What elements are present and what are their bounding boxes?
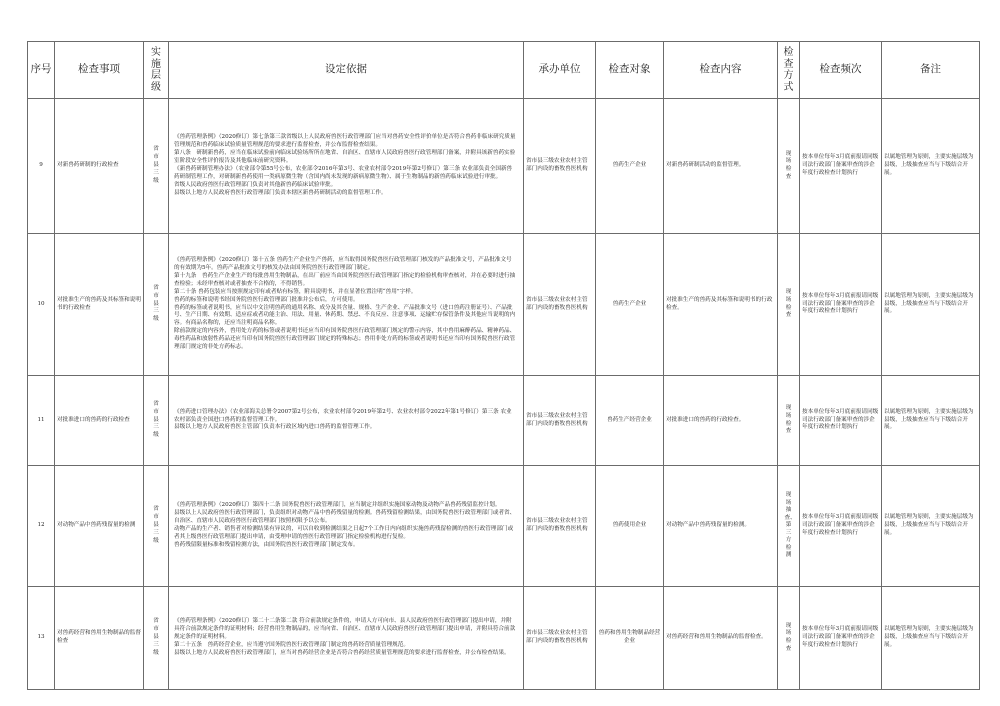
cell-text: 对批准进口的兽药的行政检查。 [666,416,745,423]
cell-seq [28,466,55,587]
basis-paragraph: 兽药残留限量标准和残留检测方法，由国务院兽医行政管理部门制定发布。 [174,541,359,548]
cell-item [55,587,144,690]
header-note: 备注 [882,42,980,99]
cell-item [55,376,144,466]
cell-target [596,234,664,376]
cell-method [778,587,800,690]
cell-target [596,587,664,690]
basis-paragraph: 第八条 研制新兽药，应当在临床试验前向临床试验场所所在地省、自治区、直辖市人民政府兽医行政管理部门备案，并附具该新兽药实验室阶段安全性评价报告及其他临床前研究资料。 [174,150,516,165]
basis-paragraph: 县级以上地方人民政府兽医行政管理部门负责本辖区新兽药研制活动的监督管理工作。 [174,189,387,196]
header-basis: 设定依据 [169,42,524,99]
cell-text: 省市县三级 [153,284,159,323]
cell-text: 省市县三级 [153,618,159,656]
header-row [28,42,980,99]
cell-text: 省市县三级农业农村主管部门内设的畜牧兽医机构 [526,518,588,532]
cell-freq [800,466,882,587]
cell-text: 对批准进口的兽药的行政检查 [57,416,130,423]
cell-text: 兽药生产企业 [612,162,647,169]
header-content: 检查内容 [664,42,778,99]
cell-note [882,587,980,690]
inspection-table-sheet [27,41,979,690]
cell-text: 省市县三级 [153,400,159,439]
basis-paragraph: 县级以上地方人民政府兽医行政管理部门，应当对兽药经营企业是否符合兽药经营质量管理规范的要求进行监督检查，并公布检查结果。 [174,649,510,656]
cell-text: 对动物产品中兽药残留量的检测。 [666,522,750,529]
cell-freq [800,376,882,466]
cell-text: 对新兽药研制的行政检查 [57,162,119,169]
cell-text: 11 [37,416,45,423]
cell-item [55,466,144,587]
cell-text: 兽药生产企业 [612,300,647,307]
table-row [28,466,980,587]
cell-note [882,234,980,376]
cell-text: 对动物产品中兽药残留量的检测 [57,522,136,529]
basis-paragraph: 《兽药管理条例》（2020修订）第二十二条第二款 符合前款规定条件的，申请人方可向市、县人民政府兽医行政管理部门提出申请，并附具符合前款规定条件的证明材料；经营兽用生物制品的，应当向省、自治区、直辖市人民政府兽医行政管理部门提出申请，并附具符合前款规定条件的证明材料。 [174,618,516,641]
header-method: 检查方式 [778,42,800,99]
cell-text: 以属地管理为原则，主要实施层级为县级，上级抽查应当与下级结合开展。 [884,154,974,176]
cell-target [596,466,664,587]
cell-text: 省市县三级农业农村主管部门内设的畜牧兽医机构 [526,158,588,172]
cell-note [882,376,980,466]
header-target: 检查对象 [596,42,664,99]
cell-freq [800,234,882,376]
cell-text: 按本单位每年3月底前报请同级司法行政部门备案审查的涉企年度行政检查计划执行 [802,408,879,431]
cell-text: 现场检查 [785,622,792,652]
cell-level [144,376,169,466]
cell-seq [28,587,55,690]
basis-text [171,257,521,352]
cell-content [664,99,778,234]
cell-text: 对批准生产的兽药及其标签和说明书的行政检查。 [666,296,773,311]
cell-level [144,587,169,690]
cell-item [55,234,144,376]
cell-text: 以属地管理为原则，主要实施层级为县级，上级抽查应当与下级结合开展。 [884,626,974,648]
header-seq: 序号 [28,42,55,99]
cell-text: 对兽药经营和兽用生物制品的监督检查。 [666,634,767,641]
basis-paragraph: 《兽药管理条例》（2020修订）第四十二条 国务院兽医行政管理部门，应当制定并组织实施国家动物及动物产品兽药残留监控计划。 [174,502,501,509]
cell-freq [800,587,882,690]
cell-text: 以属地管理为原则，主要实施层级为县级，上级抽查应当与下级结合开展。 [884,292,974,315]
basis-text [171,409,521,433]
basis-paragraph: 第二十五条 兽药经营企业，应当遵守国务院兽医行政管理部门制定的兽药经营质量管理规范。 [174,641,409,648]
basis-paragraph: 兽药的标签或者说明书，应当以中文注明兽药的通用名称、成分及其含量、规格、生产企业、产品批准文号（进口兽药注册证号）、产品批号、生产日期、有效期、适应症或者功能主治、用法、用量、休药期、禁忌、不良反应、注意事项、运输贮存保管条件及其他应当说明的内容。有商品名称的，还应当注明商品名称。 [174,304,516,327]
cell-unit [524,234,596,376]
cell-content [664,587,778,690]
cell-text: 省市县三级农业农村主管部门内设的畜牧兽医机构 [526,630,588,644]
cell-basis [169,99,524,234]
cell-method [778,234,800,376]
cell-unit [524,376,596,466]
cell-note [882,99,980,234]
cell-text: 9 [39,162,43,169]
basis-paragraph: 《兽药管理条例》（2020修订）第七条第三款省级以上人民政府兽医行政管理部门应当对兽药安全性评价单位是否符合兽药非临床研究质量管理规范和兽药临床试验质量管理规范的要求进行监督检查，并公布监督检查结果。 [174,134,516,149]
cell-text: 省市县三级农业农村主管部门内设的畜牧兽医机构 [526,412,588,427]
table-row [28,376,980,466]
basis-paragraph: 省级人民政府兽医行政管理部门负责对其他新兽药临床试验审批。 [174,181,337,188]
cell-text: 现场检查 [785,405,792,435]
cell-unit [524,587,596,690]
cell-basis [169,587,524,690]
cell-target [596,99,664,234]
cell-text: 现场检查 [785,289,792,319]
cell-text: 13 [37,634,45,641]
cell-text: 对新兽药研制活动的监督管理。 [666,162,745,169]
basis-paragraph: 县级以上人民政府兽医行政管理部门，负责组织对动物产品中兽药残留量的检测。兽药残留检测结果，由国务院兽医行政管理部门或者省、自治区、直辖市人民政府兽医行政管理部门按照权限予以公布。 [174,510,516,525]
cell-method [778,376,800,466]
cell-text: 兽药和兽用生物制品经营企业 [598,630,661,644]
cell-text: 按本单位每年3月底前报请同级司法行政部门备案审查的涉企年度行政检查计划执行 [802,626,879,648]
cell-item [55,99,144,234]
table-row [28,99,980,234]
basis-text [171,502,521,550]
basis-paragraph: 第十九条 兽药生产企业生产的每批兽用生物制品，在出厂前应当由国务院兽医行政管理部门指定的检验机构审查核对，并在必要时进行抽查检验；未经审查核对或者抽查不合格的，不得销售。 [174,272,516,287]
basis-paragraph: 动物产品的生产者、销售者对检测结果有异议的，可以自收到检测结果之日起7个工作日内向组织实施兽药残留检测的兽医行政管理部门或者其上级兽医行政管理部门提出申请，由受理申请的兽医行政管理部门指定检验机构进行复检。 [174,526,514,540]
cell-basis [169,234,524,376]
cell-text: 兽药生产经营企业 [607,416,652,423]
basis-paragraph: 第二十条 兽药包装应当按照规定印有或者贴有标签，附具说明书，并在显著位置注明“兽用”字样。 [174,288,417,295]
cell-text: 对兽药经营和兽用生物制品的监督检查 [57,630,141,644]
cell-target [596,376,664,466]
cell-text: 按本单位每年3月底前报请同级司法行政部门备案审查的涉企年度行政检查计划执行 [802,292,879,315]
header-level: 实施层级 [144,42,169,99]
cell-text: 现场抽查、第三方检测 [784,492,796,559]
cell-text: 按本单位每年3月底前报请同级司法行政部门备案审查的涉企年度行政检查计划执行 [802,154,879,176]
cell-text: 按本单位每年3月底前报请同级司法行政部门备案审查的涉企年度行政检查计划执行 [802,514,879,536]
cell-text: 12 [37,522,45,529]
cell-level [144,466,169,587]
inspection-table [27,41,980,690]
basis-paragraph: 除前款规定的内容外，兽用处方药的标签或者说明书还应当印有国务院兽医行政管理部门规定的警示内容，其中兽用麻醉药品、精神药品、毒性药品和放射性药品还应当印有国务院兽医行政管理部门规定的特殊标志；兽用非处方药的标签或者说明书还应当印有国务院兽医行政管理部门规定的非处方药标志。 [174,328,516,351]
cell-unit [524,99,596,234]
header-freq: 检查频次 [800,42,882,99]
cell-content [664,466,778,587]
cell-text: 现场检查 [785,150,792,180]
cell-level [144,99,169,234]
cell-freq [800,99,882,234]
cell-text: 对批准生产的兽药及其标签和说明书的行政检查 [57,296,141,311]
basis-paragraph: 县级以上地方人民政府兽医主管部门负责本行政区域内进口兽药的监督管理工作。 [174,424,376,431]
cell-level [144,234,169,376]
cell-content [664,376,778,466]
cell-method [778,466,800,587]
cell-text: 以属地管理为原则，主要实施层级为县级，上级抽查应当与下级结合开展。 [884,514,974,536]
cell-unit [524,466,596,587]
basis-text [171,618,521,658]
basis-paragraph: 《兽药管理条例》（2020修订）第十五条 兽药生产企业生产兽药，应当取得国务院兽医行政管理部门核发的产品批准文号，产品批准文号的有效期为5年。兽药产品批准文号的核发办法由国务院兽医行政管理部门制定。 [174,256,512,271]
table-row [28,234,980,376]
cell-seq [28,99,55,234]
cell-note [882,466,980,587]
cell-seq [28,376,55,466]
header-unit: 承办单位 [524,42,596,99]
cell-text: 10 [37,300,45,307]
cell-basis [169,376,524,466]
basis-text [171,134,521,198]
header-item: 检查事项 [55,42,144,99]
basis-paragraph: 《兽药进口管理办法》（农业部海关总署令2007第2号公布，农业农村部令2019年第2号、农业农村部令2022年第1号修订）第三条 农业农村部负责全国进口兽药的监督管理工作。 [174,408,512,423]
cell-content [664,234,778,376]
cell-seq [28,234,55,376]
table-row [28,587,980,690]
cell-text: 省市县三级农业农村主管部门内设的畜牧兽医机构 [526,296,588,311]
cell-basis [169,466,524,587]
cell-method [778,99,800,234]
basis-paragraph: 《新兽药研制管理办法》（农业部令第55号公布，农业部令2016年第3号、农业农村部令2019年第2号修订）第三条 农业部负责全国新兽药研制管理工作，对研制新兽药使用一类病原微生物（含国内尚未发现的新病原微生物）、属于生物制品的新兽药临床试验进行审批。 [174,166,513,180]
cell-text: 兽药使用企业 [612,522,647,529]
cell-text: 省市县三级 [153,146,159,184]
basis-paragraph: 兽药的标签和说明书经国务院兽医行政管理部门批准并公布后，方可使用。 [174,296,359,303]
cell-text: 省市县三级 [153,506,159,544]
cell-text: 以属地管理为原则，主要实施层级为县级，上级抽查应当与下级结合开展。 [884,408,974,431]
